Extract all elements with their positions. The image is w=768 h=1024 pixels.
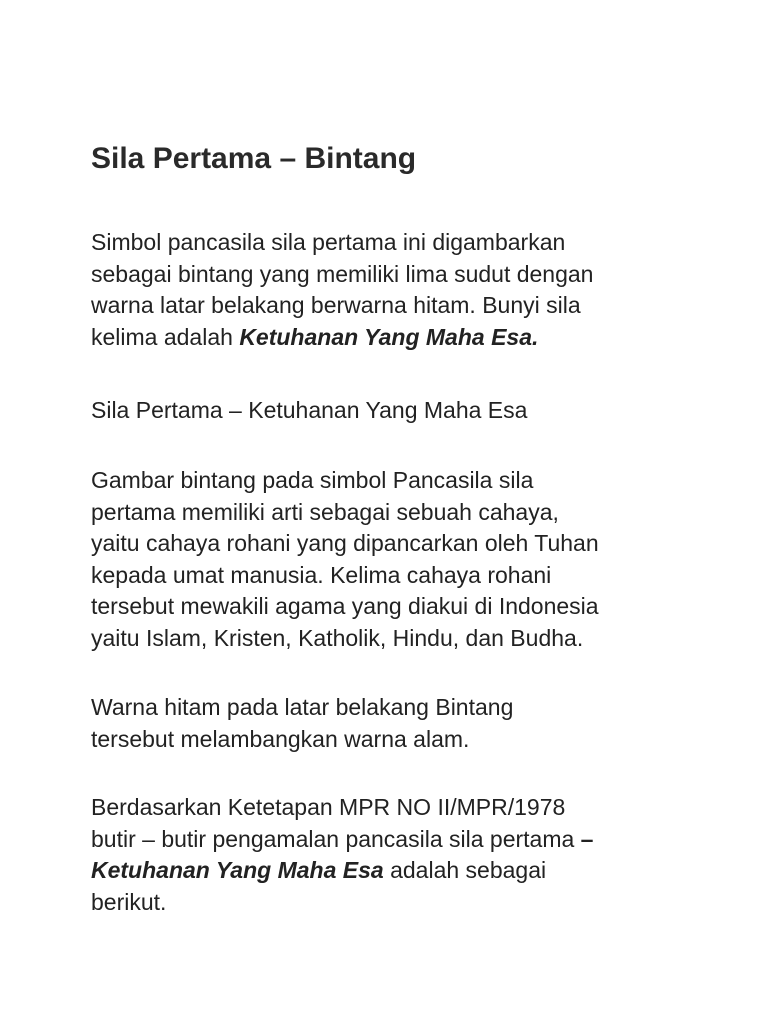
text-line: warna latar belakang berwarna hitam. Bunyi sila	[91, 292, 581, 318]
paragraph-symbol-description	[91, 227, 593, 353]
text-line: Simbol pancasila sila pertama ini digambarkan	[91, 229, 566, 255]
text-line	[91, 824, 593, 856]
text-line: tersebut melambangkan warna alam.	[91, 725, 470, 752]
paragraph-subtitle	[91, 395, 527, 427]
emphasis-text: Ketuhanan Yang Maha Esa	[91, 857, 384, 883]
text-line: Warna hitam pada latar belakang Bintang	[91, 694, 514, 720]
emphasis-text: –	[580, 825, 594, 852]
text-line: yaitu Islam, Kristen, Katholik, Hindu, dan Budha.	[91, 624, 584, 651]
text-line: pertama memiliki arti sebagai sebuah cahaya,	[91, 498, 559, 525]
text-line: tersebut mewakili agama yang diakui di Indonesia	[91, 593, 599, 619]
text-line: Sila Pertama – Ketuhanan Yang Maha Esa	[91, 397, 528, 423]
text-line	[91, 855, 593, 887]
text-line: kepada umat manusia. Kelima cahaya rohani	[91, 561, 552, 588]
text-line: yaitu cahaya rohani yang dipancarkan oleh Tuhan	[91, 530, 599, 556]
text-fragment: kelima adalah	[91, 323, 240, 350]
text-line: sebagai bintang yang memiliki lima sudut dengan	[91, 260, 594, 287]
text-line: Gambar bintang pada simbol Pancasila sila	[91, 467, 534, 493]
page-title: Sila Pertama – Bintang	[91, 142, 417, 175]
text-fragment: butir – butir pengamalan pancasila sila pertama	[91, 825, 581, 852]
paragraph-star-meaning	[91, 465, 599, 654]
text-line: Berdasarkan Ketetapan MPR NO II/MPR/1978	[91, 794, 566, 820]
text-line	[91, 322, 593, 354]
text-line: berikut.	[91, 888, 167, 915]
paragraph-background-color	[91, 692, 513, 755]
text-fragment: adalah sebagai	[383, 857, 547, 883]
emphasis-text: Ketuhanan Yang Maha Esa.	[239, 323, 539, 350]
paragraph-mpr-decree	[91, 792, 593, 918]
